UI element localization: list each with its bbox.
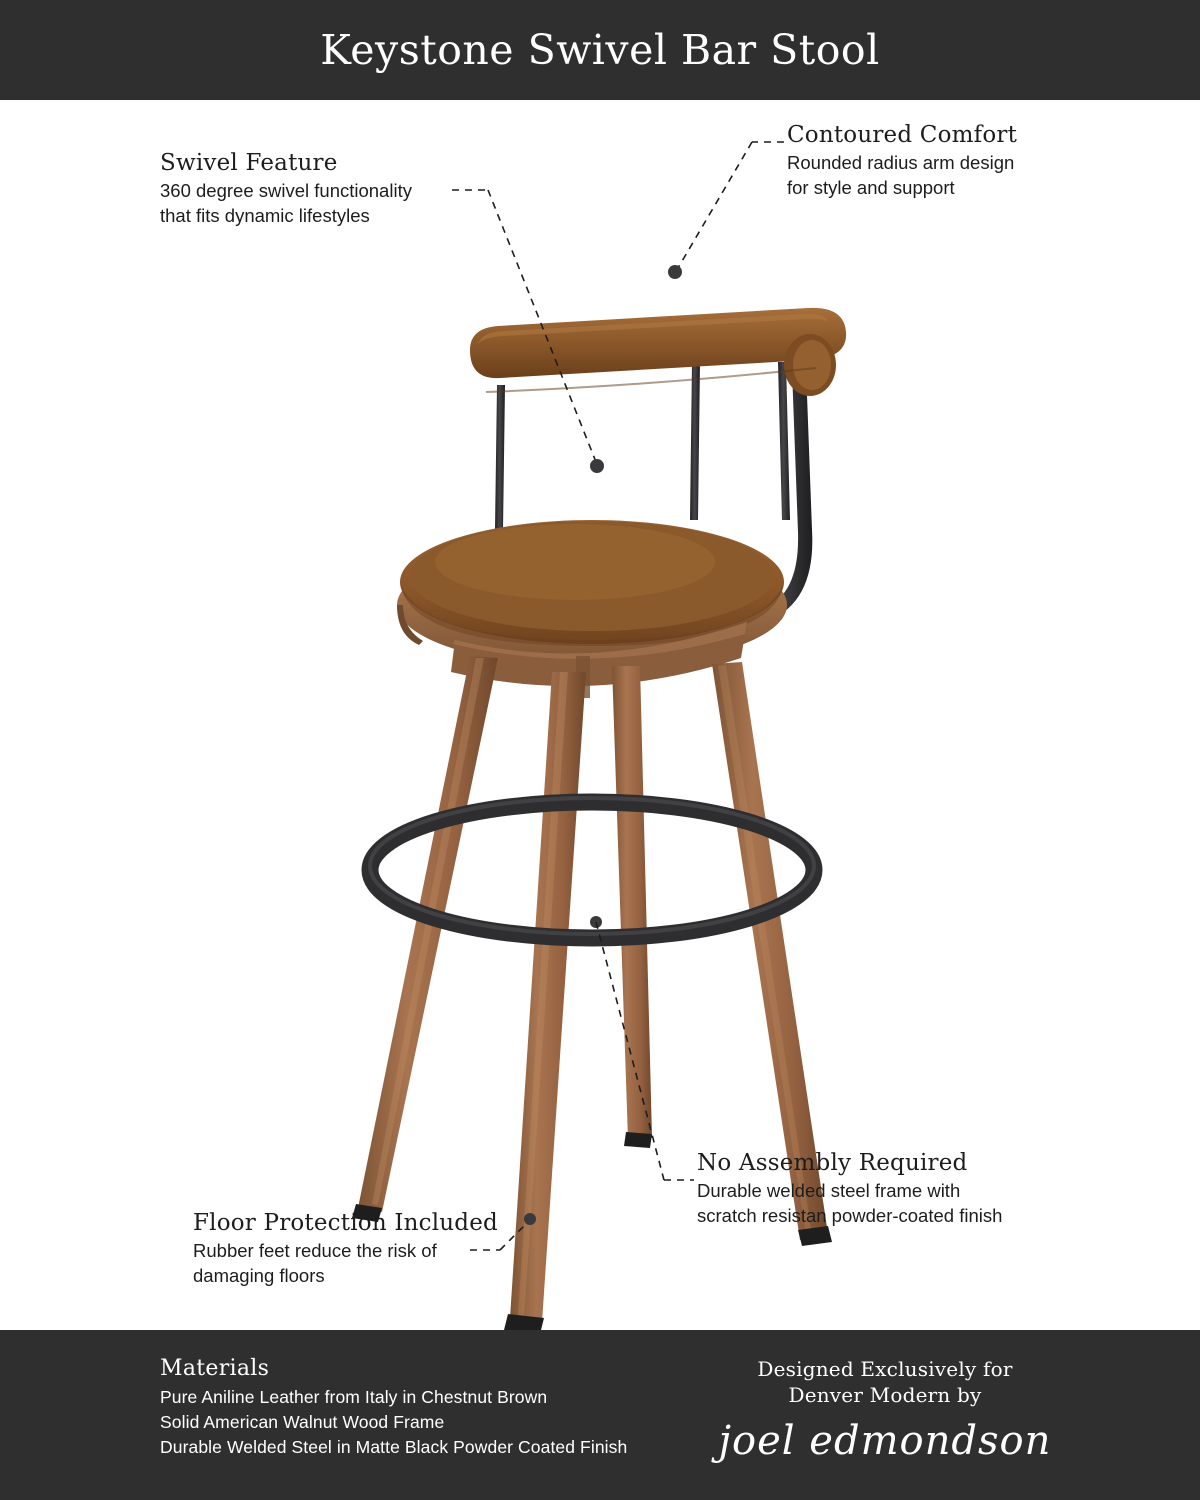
- page-footer: [0, 1330, 1200, 1500]
- callout-body-line-1: Rounded radius arm design: [787, 152, 1015, 173]
- materials-item: Pure Aniline Leather from Italy in Chestnut Brown: [160, 1387, 548, 1407]
- materials-heading: Materials: [160, 1356, 270, 1381]
- materials-item: Solid American Walnut Wood Frame: [160, 1412, 445, 1432]
- materials-item: Durable Welded Steel in Matte Black Powder Coated Finish: [160, 1437, 628, 1457]
- callout-body-line-1: Rubber feet reduce the risk of: [193, 1240, 437, 1261]
- designer-signature: joel edmondson: [718, 1418, 1052, 1464]
- callout-body-line-1: Durable welded steel frame with: [697, 1180, 961, 1201]
- callout-body-line-2: scratch resistan powder-coated finish: [697, 1205, 1003, 1226]
- callout-title: No Assembly Required: [697, 1150, 968, 1176]
- materials-block: [160, 1356, 627, 1460]
- callout-body-line-2: for style and support: [787, 177, 955, 198]
- page-title: Keystone Swivel Bar Stool: [320, 26, 880, 74]
- page-header: [0, 0, 1200, 100]
- callout-contoured-comfort: [787, 122, 1017, 200]
- callout-floor-protection-included: [193, 1210, 498, 1288]
- callout-swivel-feature: [160, 150, 412, 228]
- callout-title: Swivel Feature: [160, 150, 338, 176]
- product-illustration-canvas: [0, 100, 1200, 1330]
- designer-credit-line-2: Denver Modern by: [788, 1383, 982, 1407]
- callout-body-line-2: that fits dynamic lifestyles: [160, 205, 370, 226]
- callout-body-line-1: 360 degree swivel functionality: [160, 180, 412, 201]
- callout-no-assembly-required: [697, 1150, 1002, 1228]
- designer-credit: [715, 1356, 1055, 1464]
- designer-credit-line-1: Designed Exclusively for: [757, 1357, 1013, 1381]
- product-image: [0, 100, 1200, 1330]
- callout-body-line-2: damaging floors: [193, 1265, 325, 1286]
- callout-title: Contoured Comfort: [787, 122, 1018, 148]
- callout-title: Floor Protection Included: [193, 1210, 498, 1236]
